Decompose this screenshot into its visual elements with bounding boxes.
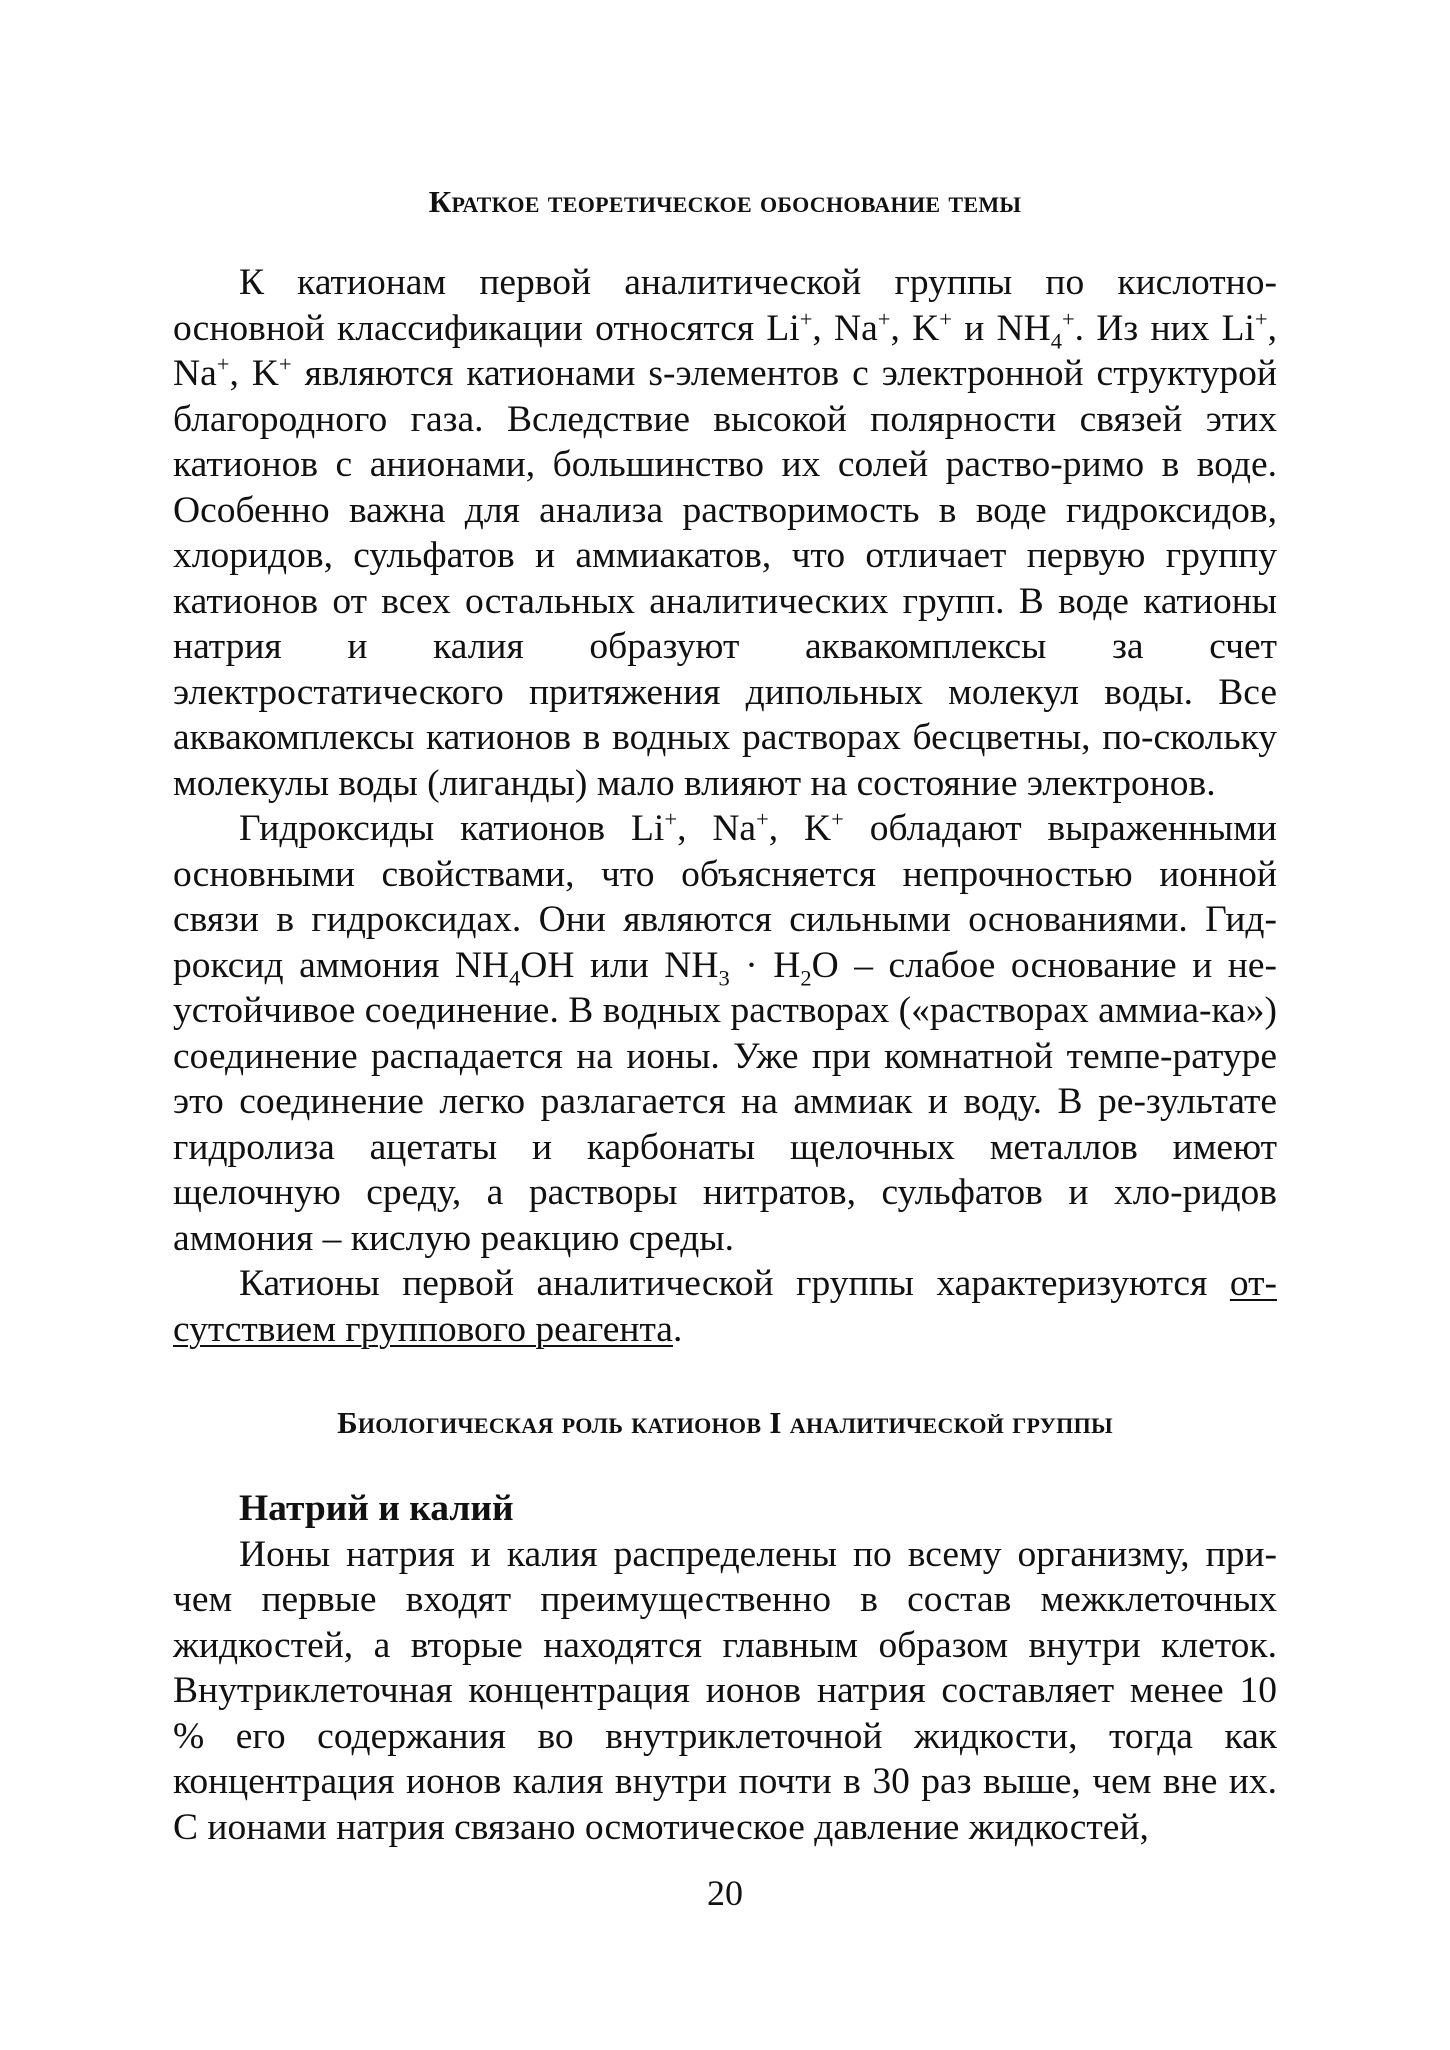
subscript: 3	[718, 965, 730, 990]
text-run: Гидроксиды катионов Li	[239, 808, 665, 849]
text-run: К катионам первой аналитической группы по кислотно-основной классификации относятся Li	[173, 262, 1277, 349]
text-run: , Na	[812, 307, 878, 349]
text-run: , K	[890, 307, 940, 349]
text-run: Катионы первой аналитической группы характеризуются	[239, 1263, 1230, 1304]
paragraph-hydroxides	[173, 806, 1277, 1261]
text-run: , K	[768, 808, 832, 849]
text-run: . Из них Li	[1074, 307, 1255, 349]
superscript: +	[216, 351, 230, 377]
superscript: +	[664, 806, 678, 832]
page-number: 20	[707, 1873, 743, 1913]
page-content	[173, 185, 1277, 1850]
text-run: O – слабое основание и не-устойчивое соединение. В водных растворах («растворах аммиа-ка») соединение распадается на ионы. Уже при комнатной темпе-ратуре это соединение легко разлагается на аммиак и воду. В ре-зультате гидролиза ацетаты и карбонаты щелочных металлов имеют щелочную среду, а растворы нитратов, сульфатов и хло-ридов аммония – кислую реакцию среды.	[173, 944, 1277, 1259]
paragraph-ion-distribution: Ионы натрия и калия распределены по всему организму, при-чем первые входят преимущественно в состав межклеточных жидкостей, а вторые находятся главным образом внутри клеток. Внутриклеточная концентрация ионов натрия составляет менее 10 % его содержания во внутриклеточной жидкости, тогда как концентрация ионов калия внутри почти в 30 раз выше, чем вне их. С ионами натрия связано осмотическое давление жидкостей,	[173, 1533, 1277, 1848]
subheading-sodium-potassium: Натрий и калий	[239, 1488, 514, 1529]
superscript: +	[799, 306, 813, 331]
text-run: являются катионами s-элементов с электронной структурой благородного газа. Вследствие высокой полярности связей этих катионов с анионами, большинство их солей раство-римо в воде. Особенно важна для анализа растворимость в воде гидроксидов, хлоридов, сульфатов и аммиакатов, что отличает первую группу катионов от всех остальных аналитических групп. В воде катионы натрия и калия образуют аквакомплексы за счет электростатического притяжения дипольных молекул воды. Все аквакомплексы катионов в водных растворах бесцветны, по-скольку молекулы воды (лиганды) мало влияют на состояние электронов.	[173, 353, 1277, 804]
section-heading-biology: Биологическая роль катионов I аналитической группы	[337, 1405, 1113, 1440]
text-run: и NH	[951, 307, 1051, 349]
section-heading-theory: Краткое теоретическое обоснование темы	[428, 184, 1022, 219]
superscript: +	[756, 806, 769, 832]
text-run: , K	[229, 353, 279, 394]
superscript: +	[278, 351, 292, 377]
superscript: +	[831, 806, 844, 832]
paragraph-cations-classification	[173, 260, 1277, 806]
text-run: , Na	[173, 307, 1277, 394]
text-run: , Na	[677, 808, 757, 849]
text-run: обладают выраженными основными свойствами, что объясняется непрочностью ионной связи в гидроксидах. Они являются сильными основаниями. Гид-роксид аммония NH	[173, 808, 1277, 986]
text-run: · H	[729, 944, 801, 986]
subscript: 4	[1050, 328, 1062, 353]
subscript: 4	[509, 965, 521, 990]
text-run: .	[672, 1308, 683, 1350]
superscript: +	[939, 306, 952, 331]
superscript: +	[1061, 306, 1075, 331]
underlined-phrase: от-сутствием группового реагента	[173, 1263, 1277, 1350]
text-run: OH или NH	[520, 944, 719, 986]
superscript: +	[877, 306, 891, 331]
paragraph-group-reagent	[173, 1261, 1277, 1352]
subscript: 2	[800, 965, 812, 990]
superscript: +	[1254, 306, 1268, 331]
